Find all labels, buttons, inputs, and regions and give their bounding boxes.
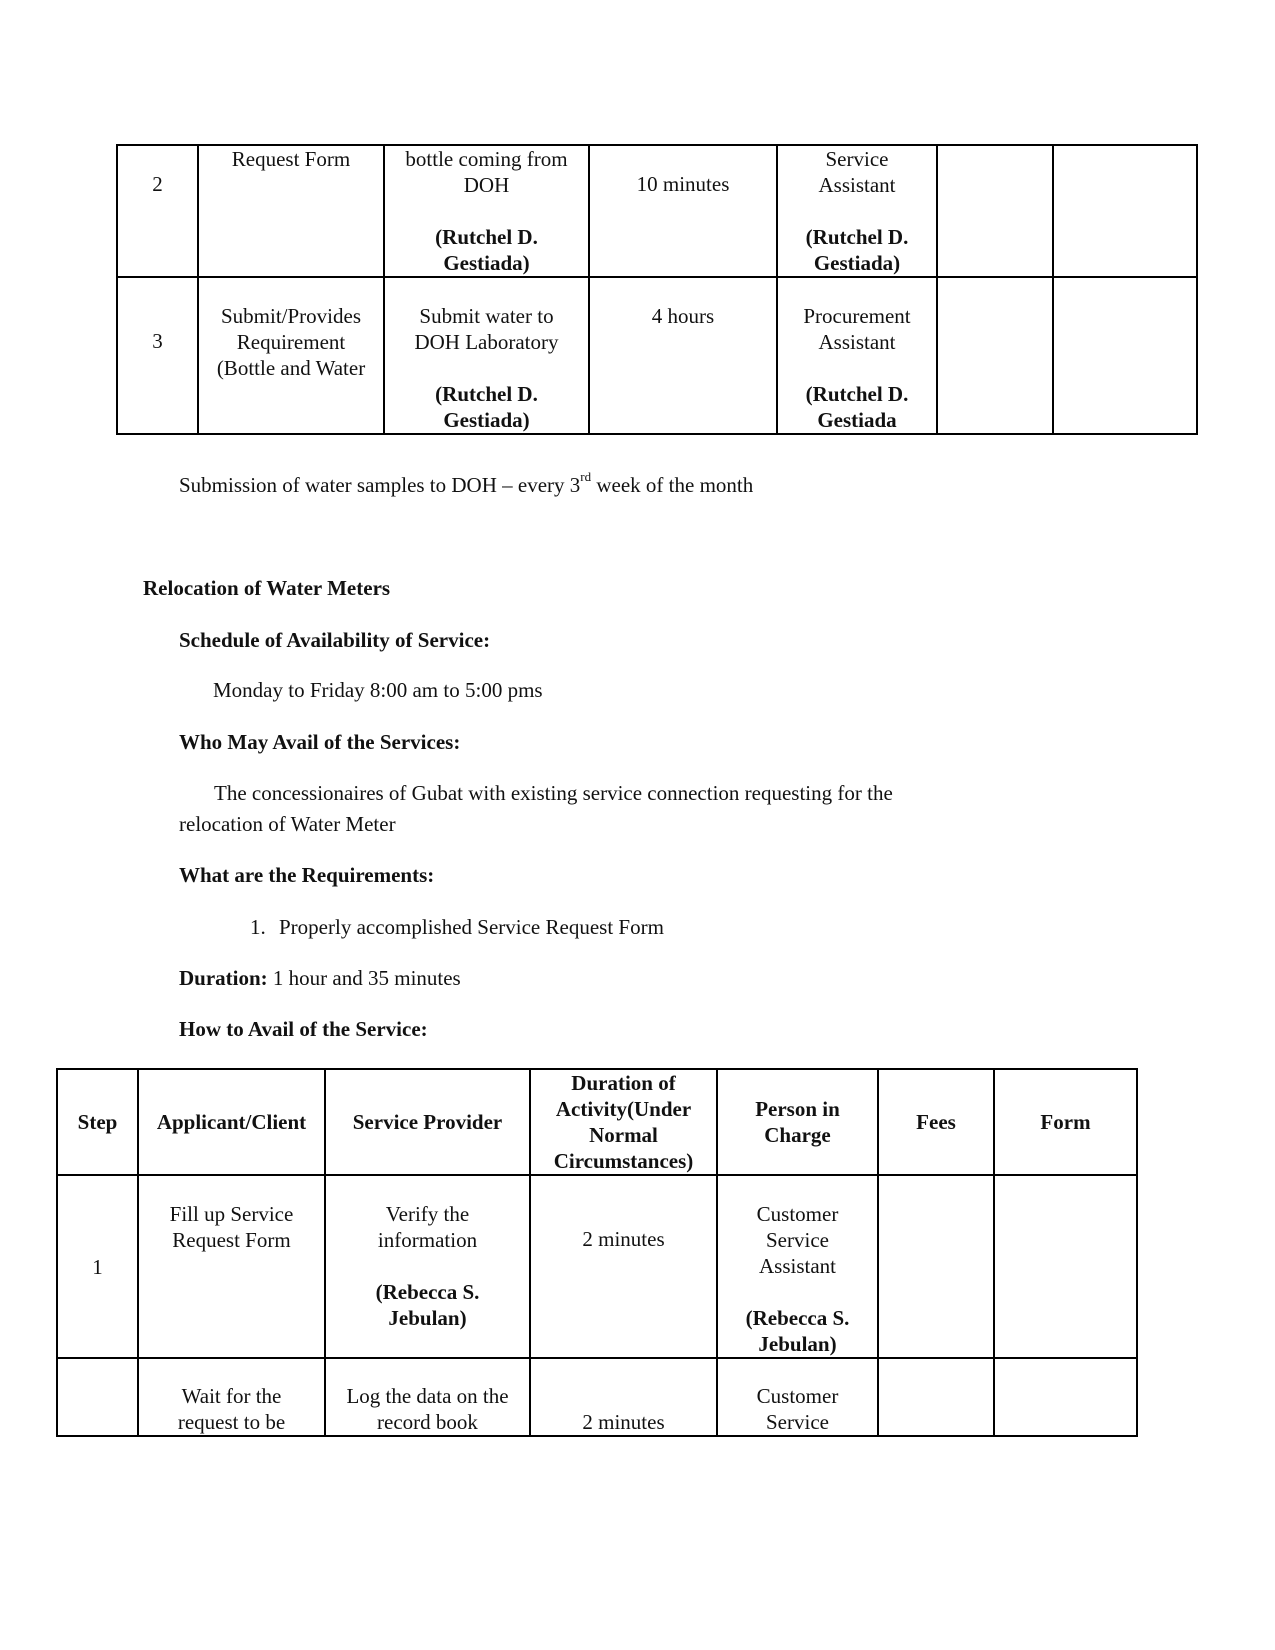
step-cell [57, 1358, 138, 1436]
client-cell: Wait for the request to be [138, 1358, 325, 1436]
fees-cell [937, 277, 1053, 434]
table-row [117, 277, 1197, 434]
form-cell [994, 1175, 1137, 1358]
section-title: Relocation of Water Meters [143, 576, 391, 600]
header-step: Step [57, 1069, 138, 1175]
step-cell: 3 [117, 277, 198, 434]
how-heading: How to Avail of the Service: [179, 1017, 428, 1041]
step-cell: 1 [57, 1175, 138, 1358]
table-row [57, 1358, 1137, 1436]
client-cell: Submit/Provides Requirement (Bottle and Water [198, 277, 384, 434]
form-cell [1053, 145, 1197, 277]
header-fees: Fees [878, 1069, 994, 1175]
who-heading: Who May Avail of the Services: [179, 730, 461, 754]
fees-cell [937, 145, 1053, 277]
duration-cell: 10 minutes [589, 145, 777, 277]
step-cell: 2 [117, 145, 198, 277]
top-service-table [116, 144, 1198, 435]
table-row [57, 1175, 1137, 1358]
person-cell: Customer Service [717, 1358, 878, 1436]
submission-note: Submission of water samples to DOH – every 3rd week of the month [179, 469, 754, 497]
table-row [117, 145, 1197, 277]
fees-cell [878, 1358, 994, 1436]
requirements-heading: What are the Requirements: [179, 863, 435, 887]
client-cell: Request Form [198, 145, 384, 277]
form-cell [1053, 277, 1197, 434]
header-client: Applicant/Client [138, 1069, 325, 1175]
provider-cell: Verify the information (Rebecca S. Jebulan) [325, 1175, 530, 1358]
provider-cell: Submit water to DOH Laboratory (Rutchel D. Gestiada) [384, 277, 589, 434]
who-text-line1: The concessionaires of Gubat with existing service connection requesting for the [214, 781, 893, 805]
duration-cell: 2 minutes [530, 1358, 717, 1436]
duration-cell: 4 hours [589, 277, 777, 434]
schedule-text: Monday to Friday 8:00 am to 5:00 pms [213, 678, 543, 702]
header-person: Person in Charge [717, 1069, 878, 1175]
person-cell: Procurement Assistant (Rutchel D. Gestiada [777, 277, 937, 434]
duration-line [179, 965, 461, 991]
schedule-heading: Schedule of Availability of Service: [179, 628, 491, 652]
header-duration: Duration of Activity(Under Normal Circumstances) [530, 1069, 717, 1175]
duration-label: Duration: [179, 966, 268, 990]
who-text-line2: relocation of Water Meter [179, 812, 396, 836]
person-cell: Customer Service Assistant (Rebecca S. Jebulan) [717, 1175, 878, 1358]
header-provider: Service Provider [325, 1069, 530, 1175]
table-header-row [57, 1069, 1137, 1175]
requirement-text: Properly accomplished Service Request Form [279, 915, 664, 939]
fees-cell [878, 1175, 994, 1358]
requirement-item [250, 914, 664, 940]
provider-cell: Log the data on the record book [325, 1358, 530, 1436]
ordinal-suffix: rd [580, 469, 592, 484]
bottom-service-table [56, 1068, 1138, 1437]
duration-cell: 2 minutes [530, 1175, 717, 1358]
person-cell: Service Assistant (Rutchel D. Gestiada) [777, 145, 937, 277]
requirement-number: 1. [250, 915, 266, 939]
form-cell [994, 1358, 1137, 1436]
duration-value: 1 hour and 35 minutes [267, 966, 461, 990]
provider-cell: bottle coming from DOH (Rutchel D. Gestiada) [384, 145, 589, 277]
client-cell: Fill up Service Request Form [138, 1175, 325, 1358]
header-form: Form [994, 1069, 1137, 1175]
